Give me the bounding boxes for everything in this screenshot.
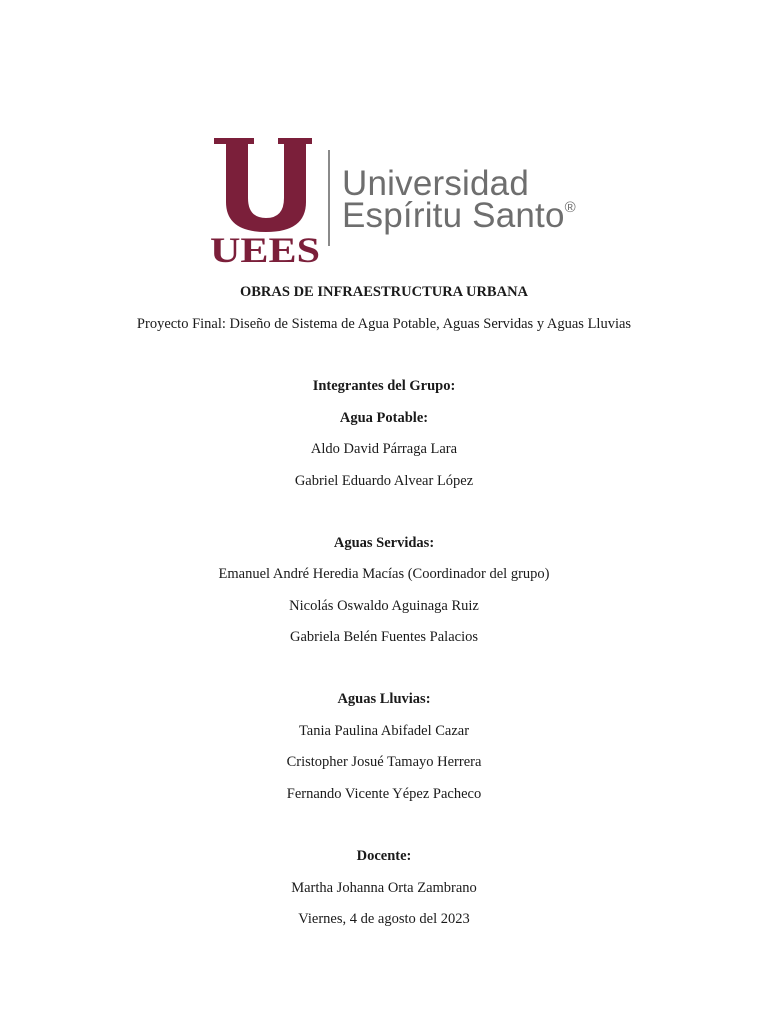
section-heading-aguas-servidas: Aguas Servidas: — [333, 535, 435, 551]
document-date: Viernes, 4 de agosto del 2023 — [298, 911, 470, 927]
member-name: Fernando Vicente Yépez Pacheco — [286, 786, 482, 802]
member-name: Emanuel André Heredia Macías (Coordinador del grupo) — [218, 566, 550, 582]
logo-mark-text: UEES — [210, 230, 320, 264]
section-heading-aguas-lluvias: Aguas Lluvias: — [337, 691, 431, 707]
registered-mark: ® — [564, 199, 576, 216]
uees-logo — [208, 134, 576, 264]
section-heading-agua-potable: Agua Potable: — [339, 410, 429, 426]
document-subtitle: Proyecto Final: Diseño de Sistema de Agua Potable, Aguas Servidas y Aguas Lluvias — [136, 316, 632, 332]
group-heading: Integrantes del Grupo: — [312, 378, 456, 394]
member-name: Gabriela Belén Fuentes Palacios — [289, 629, 479, 645]
member-name: Gabriel Eduardo Alvear López — [294, 473, 474, 489]
member-name: Cristopher Josué Tamayo Herrera — [286, 754, 482, 770]
docente-name: Martha Johanna Orta Zambrano — [291, 880, 477, 896]
document-title: OBRAS DE INFRAESTRUCTURA URBANA — [239, 284, 529, 300]
logo-university-line2: Espíritu Santo® — [342, 196, 576, 235]
docente-heading: Docente: — [356, 848, 412, 864]
uees-logo-mark — [208, 134, 333, 264]
logo-university-line1: Universidad — [342, 164, 530, 203]
member-name: Nicolás Oswaldo Aguinaga Ruiz — [289, 598, 479, 614]
member-name: Aldo David Párraga Lara — [310, 441, 458, 457]
member-name: Tania Paulina Abifadel Cazar — [298, 723, 470, 739]
